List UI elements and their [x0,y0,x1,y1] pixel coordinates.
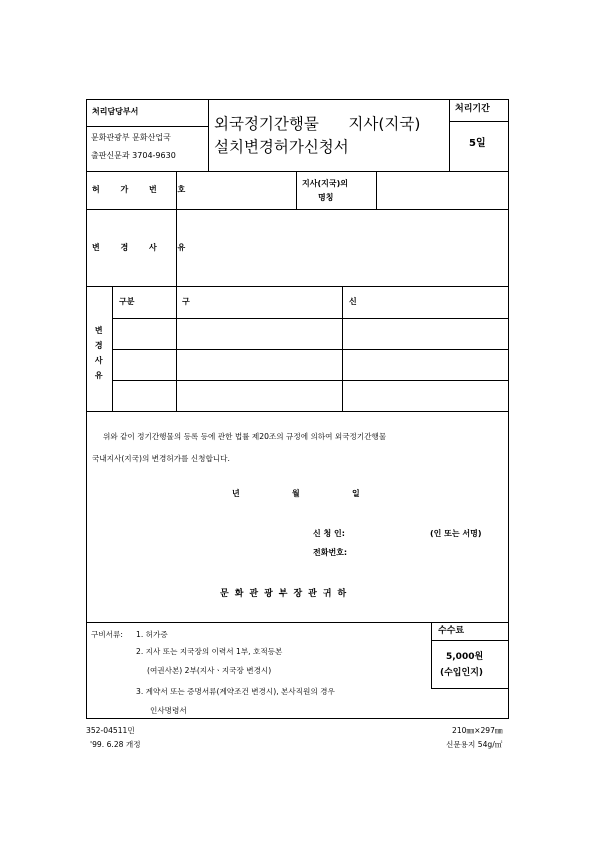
row3-old-cell[interactable] [177,381,341,411]
rule-header-col2 [449,99,450,171]
row2-old-cell[interactable] [177,350,341,380]
change-reason-label: 변 경 사 유 [92,243,195,252]
branch-name-field[interactable] [378,173,507,207]
documents-item3-b: 인사명령서 [150,706,187,715]
applicant-field[interactable] [360,526,424,540]
rule-branch-label-right [376,171,377,209]
permit-no-label: 허 가 번 호 [92,185,195,194]
fee-amount: 5,000원 [446,652,484,662]
row1-new-cell[interactable] [343,319,508,349]
fee-note: (수입인지) [440,668,484,678]
rule-permit-bottom [86,209,509,210]
processing-period-value: 5일 [469,138,486,149]
date-day-label: 일 [352,489,360,498]
dept-label: 처리담당부서 [92,107,139,116]
table-row [113,350,508,380]
paper-spec: 신문용지 54g/㎡ [446,740,503,749]
rule-reason-bottom [86,286,509,287]
rule-dept-label [86,126,208,127]
documents-item2-a: 2. 지사 또는 지국장의 이력서 1부, 호적등본 [136,647,283,656]
rule-fee-left [431,622,432,688]
date-year-label: 년 [232,489,240,498]
addressee: 문화관광부장관귀하 [220,589,353,599]
date-month-label: 월 [292,489,300,498]
statement-line1: 위와 같이 정기간행물의 등록 등에 관한 법률 제20조의 규정에 의하여 외국정기간행물 [103,432,387,441]
table-row [113,381,508,411]
documents-item2-b: (여권사본) 2부(지사ㆍ지국장 변경시) [147,666,272,675]
row1-old-cell[interactable] [177,319,341,349]
dept-line1: 문화관광부 문화산업국 [91,133,171,142]
branch-name-label-line1: 지사(지국)의 [302,179,348,188]
signature-note: (인 또는 서명) [430,529,482,538]
row3-category-cell[interactable] [113,381,175,411]
table-row [113,319,508,349]
row1-category-cell[interactable] [113,319,175,349]
col-header-new: 신 [349,297,357,306]
change-reason-field[interactable] [178,211,507,284]
fee-label: 수수료 [438,626,465,636]
dept-line2: 출판신문과 3704-9630 [91,151,176,160]
documents-item1: 1. 허가증 [136,630,168,639]
form-title-line1: 외국정기간행물 지사(지국) [214,115,421,133]
documents-label: 구비서류: [91,630,123,639]
col-header-old: 구 [182,297,190,306]
form-title-line2: 설치변경허가신청서 [214,138,349,156]
form-number: 352-04511민 [86,726,135,735]
row2-category-cell[interactable] [113,350,175,380]
applicant-label: 신 청 인: [313,529,345,538]
rule-table-bottom [86,411,509,412]
rule-statement-bottom [86,622,509,623]
revision-date: '99. 6.28 개정 [90,740,141,749]
phone-field[interactable] [360,545,480,559]
row2-new-cell[interactable] [343,350,508,380]
processing-period-label: 처리기간 [455,104,490,114]
phone-label: 전화번호: [313,548,348,557]
rule-header-col1 [208,99,209,171]
row3-new-cell[interactable] [343,381,508,411]
rule-period-label [449,121,509,122]
permit-no-field[interactable] [178,173,294,207]
rule-branch-label-left [296,171,297,209]
rule-fee-bottom [431,688,509,689]
col-header-category: 구분 [119,297,135,306]
statement-line2: 국내지사(지국)의 변경허가를 신청합니다. [92,454,230,463]
change-table-side-label: 변경사유 [94,326,104,386]
paper-size: 210㎜×297㎜ [452,726,503,735]
branch-name-label-line2: 명칭 [318,193,334,202]
documents-item3-a: 3. 계약서 또는 증명서류(계약조건 변경시), 본사직원의 경우 [136,687,335,696]
rule-fee-label-bottom [431,640,509,641]
